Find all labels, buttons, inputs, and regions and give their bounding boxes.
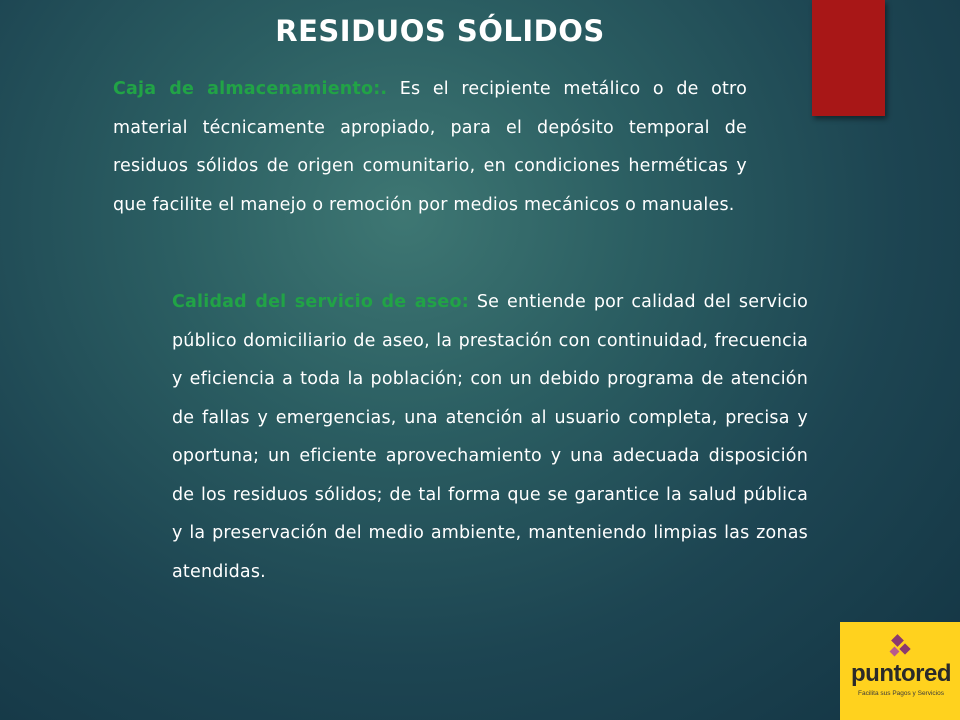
definition-term-1: Caja de almacenamiento:. [113, 79, 388, 99]
definition-paragraph-2 [172, 283, 808, 591]
logo-wordmark: puntored [851, 660, 951, 687]
logo-tagline: Facilita sus Pagos y Servicios [858, 690, 944, 697]
definition-term-2: Calidad del servicio de aseo: [172, 292, 469, 312]
puntored-logo [840, 622, 960, 720]
puntored-diamond-icon [884, 634, 916, 662]
definition-paragraph-1 [113, 70, 747, 224]
definition-text-2: Se entiende por calidad del servicio público domiciliario de aseo, la prestación con continuidad, frecuencia y eficiencia a toda la población; con un debido programa de atención de fallas y emergencias, una atención al usuario completa, precisa y oportuna; un eficiente aprovechamiento y una adecuada disposición de los residuos sólidos; de tal forma que se garantice la salud pública y la preservación del medio ambiente, manteniendo limpias las zonas atendidas. [172, 292, 808, 582]
definition-text-1: Es el recipiente metálico o de otro material técnicamente apropiado, para el depósito temporal de residuos sólidos de origen comunitario, en condiciones herméticas y que facilite el manejo o remoción por medios mecánicos o manuales. [113, 79, 747, 215]
slide-title: RESIDUOS SÓLIDOS [275, 14, 605, 48]
